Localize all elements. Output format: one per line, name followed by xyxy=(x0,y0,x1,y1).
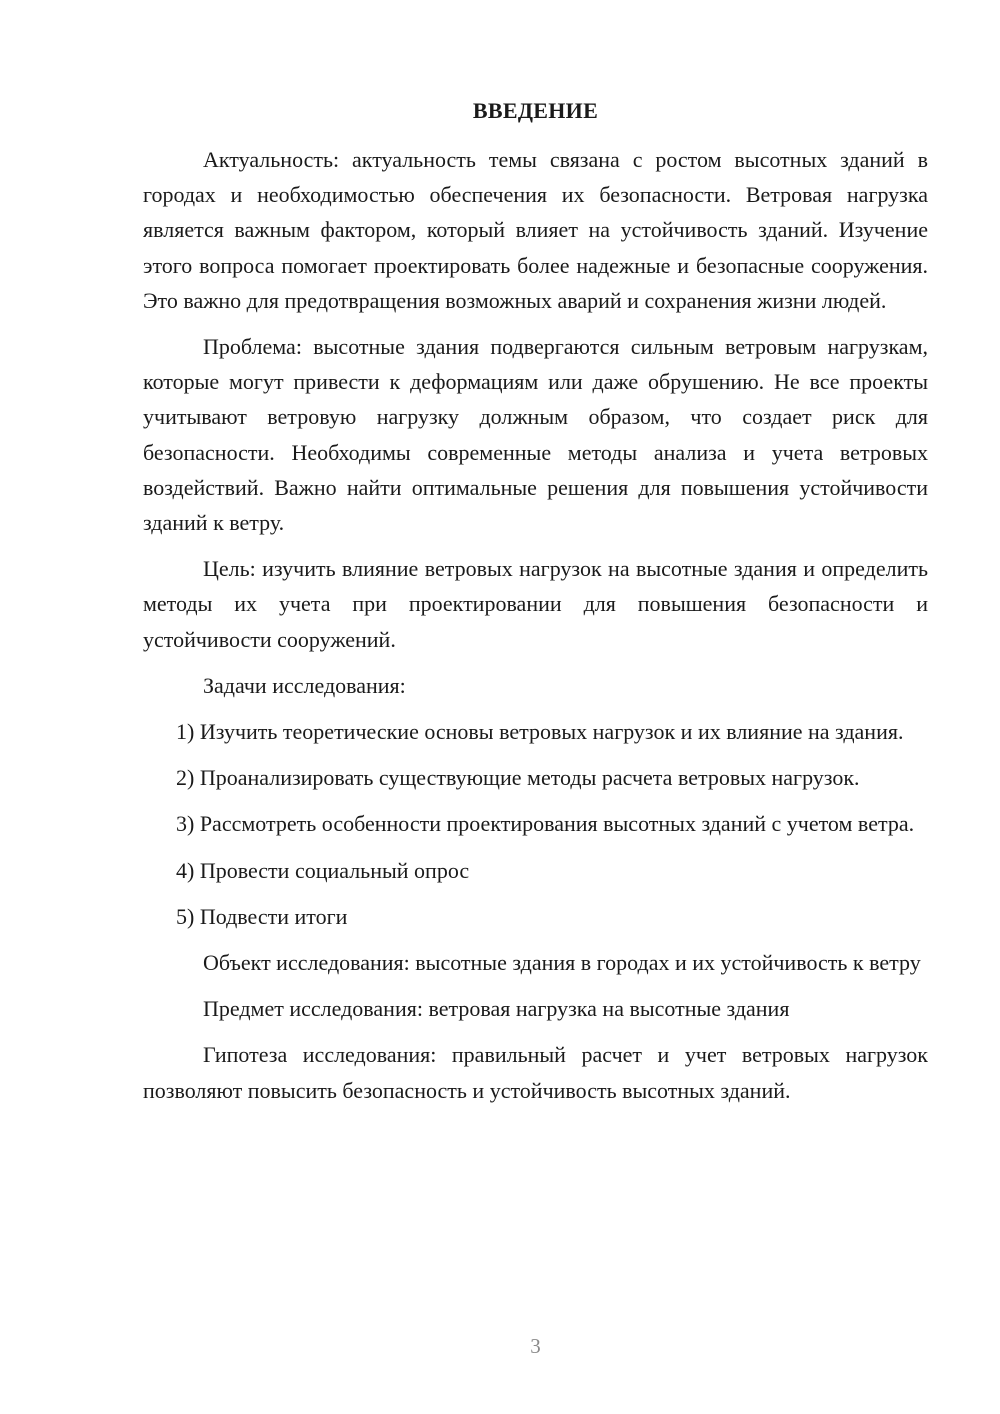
paragraph-hypothesis: Гипотеза исследования: правильный расчет и учет ветровых нагрузок позволяют повысить безопасность и устойчивость высотных зданий. xyxy=(143,1042,928,1103)
page-number: 3 xyxy=(530,1334,541,1358)
task-item-2: 2) Проанализировать существующие методы расчета ветровых нагрузок. xyxy=(176,765,860,791)
task-item-1: 1) Изучить теоретические основы ветровых нагрузок и их влияние на здания. xyxy=(176,719,904,745)
paragraph-subject: Предмет исследования: ветровая нагрузка на высотные здания xyxy=(203,996,790,1022)
task-item-3: 3) Рассмотреть особенности проектирования высотных зданий с учетом ветра. xyxy=(176,811,915,837)
tasks-title: Задачи исследования: xyxy=(203,672,406,698)
task-item-5: 5) Подвести итоги xyxy=(176,903,348,929)
paragraph-object: Объект исследования: высотные здания в городах и их устойчивость к ветру xyxy=(203,950,921,976)
paragraph-goal: Цель: изучить влияние ветровых нагрузок на высотные здания и определить методы их учета при проектировании для повышения безопасности и устойчивости сооружений. xyxy=(143,556,928,652)
section-heading: ВВЕДЕНИЕ xyxy=(472,98,599,123)
paragraph-relevance: Актуальность: актуальность темы связана с ростом высотных зданий в городах и необходимостью обеспечения их безопасности. Ветровая нагрузка является важным фактором, который влияет на устойчивость зданий. Изучение этого вопроса помогает проектировать более надежные и безопасные сооружения. Это важно для предотвращения возможных аварий и сохранения жизни людей. xyxy=(143,147,928,313)
paragraph-problem: Проблема: высотные здания подвергаются сильным ветровым нагрузкам, которые могут привести к деформациям или даже обрушению. Не все проекты учитывают ветровую нагрузку должным образом, что создает риск для безопасности. Необходимы современные методы анализа и учета ветровых воздействий. Важно найти оптимальные решения для повышения устойчивости зданий к ветру. xyxy=(143,334,928,536)
document-body xyxy=(143,142,928,1108)
task-item-4: 4) Провести социальный опрос xyxy=(176,857,470,883)
